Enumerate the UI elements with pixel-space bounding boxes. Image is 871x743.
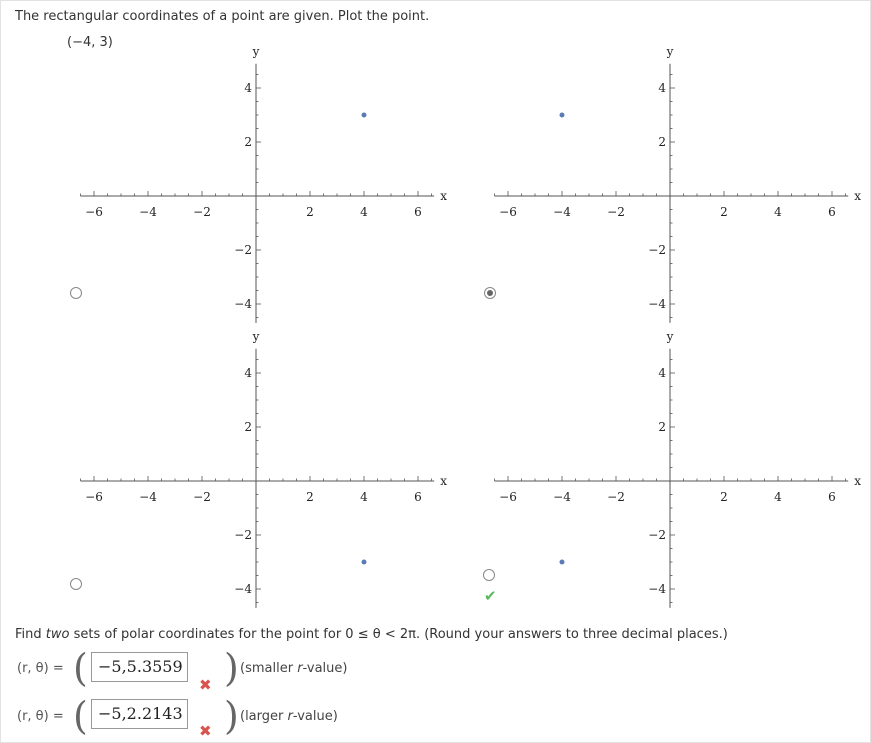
x-tick-label: −6 [85, 490, 103, 504]
y-tick-label: 2 [658, 135, 666, 149]
y-tick-label: 4 [658, 81, 666, 95]
y-tick-label: −4 [648, 297, 666, 311]
graph-option-2[interactable] [474, 44, 864, 311]
y-tick-label: 4 [244, 366, 252, 380]
x-tick-label: 6 [414, 205, 422, 219]
radio-option-1[interactable] [70, 287, 82, 299]
hint-larger-r: (larger r-value) [240, 709, 338, 724]
correct-check-icon: ✔ [484, 587, 497, 605]
x-tick-label: 4 [774, 490, 782, 504]
radio-option-4[interactable] [483, 569, 495, 581]
x-tick-label: −2 [607, 205, 625, 219]
y-axis-label: y [666, 44, 674, 59]
graph-svg [474, 329, 864, 596]
x-tick-label: 2 [720, 490, 728, 504]
y-tick-label: −4 [234, 582, 252, 596]
x-tick-label: 6 [828, 205, 836, 219]
row-label-2: (r, θ) = [17, 709, 64, 724]
x-tick-label: −2 [193, 205, 211, 219]
graph-option-4[interactable] [474, 329, 864, 596]
x-tick-label: −4 [139, 490, 157, 504]
question-text: The rectangular coordinates of a point are given. Plot the point. [15, 9, 430, 24]
answer-input-smaller-r[interactable]: −5,5.3559 [91, 652, 188, 682]
x-axis-label: x [854, 474, 861, 488]
close-paren-2: ) [224, 694, 239, 738]
y-tick-label: 4 [658, 366, 666, 380]
graph-svg [474, 44, 864, 311]
y-tick-label: 4 [244, 81, 252, 95]
row-label-1: (r, θ) = [17, 661, 64, 676]
x-tick-label: 2 [720, 205, 728, 219]
x-tick-label: −4 [553, 205, 571, 219]
open-paren-2: ( [73, 694, 88, 738]
plotted-point [560, 113, 565, 118]
x-tick-label: 4 [360, 490, 368, 504]
close-paren-1: ) [224, 646, 239, 690]
graph-option-3[interactable] [60, 329, 450, 596]
given-point: (−4, 3) [67, 35, 113, 50]
y-tick-label: 2 [244, 135, 252, 149]
x-tick-label: −6 [499, 490, 517, 504]
hint-smaller-r: (smaller r-value) [240, 661, 348, 676]
plotted-point [362, 560, 367, 565]
answer-input-larger-r[interactable]: −5,2.2143 [91, 699, 188, 729]
x-tick-label: −2 [193, 490, 211, 504]
radio-option-2[interactable] [484, 287, 496, 299]
graph-svg [60, 329, 450, 596]
y-tick-label: 2 [244, 420, 252, 434]
x-tick-label: 4 [360, 205, 368, 219]
x-axis-label: x [854, 189, 861, 203]
y-tick-label: −2 [234, 243, 252, 257]
x-tick-label: 2 [306, 490, 314, 504]
wrong-cross-icon: ✖ [199, 722, 212, 740]
y-tick-label: −2 [648, 243, 666, 257]
y-tick-label: −2 [648, 528, 666, 542]
plotted-point [362, 113, 367, 118]
y-axis-label: y [252, 329, 260, 344]
x-tick-label: 6 [828, 490, 836, 504]
graph-option-1[interactable] [60, 44, 450, 311]
y-axis-label: y [252, 44, 260, 59]
graph-svg [60, 44, 450, 311]
x-tick-label: −2 [607, 490, 625, 504]
y-tick-label: −2 [234, 528, 252, 542]
y-tick-label: −4 [648, 582, 666, 596]
x-tick-label: 2 [306, 205, 314, 219]
x-tick-label: −6 [499, 205, 517, 219]
x-tick-label: −4 [139, 205, 157, 219]
open-paren-1: ( [73, 646, 88, 690]
y-tick-label: −4 [234, 297, 252, 311]
plotted-point [560, 560, 565, 565]
x-tick-label: −6 [85, 205, 103, 219]
polar-prompt: Find two sets of polar coordinates for the point for 0 ≤ θ < 2π. (Round your answers to three decimal places.) [15, 627, 728, 642]
x-tick-label: 6 [414, 490, 422, 504]
x-tick-label: 4 [774, 205, 782, 219]
y-axis-label: y [666, 329, 674, 344]
x-axis-label: x [440, 474, 447, 488]
x-tick-label: −4 [553, 490, 571, 504]
radio-option-3[interactable] [70, 578, 82, 590]
y-tick-label: 2 [658, 420, 666, 434]
wrong-cross-icon: ✖ [199, 676, 212, 694]
x-axis-label: x [440, 189, 447, 203]
